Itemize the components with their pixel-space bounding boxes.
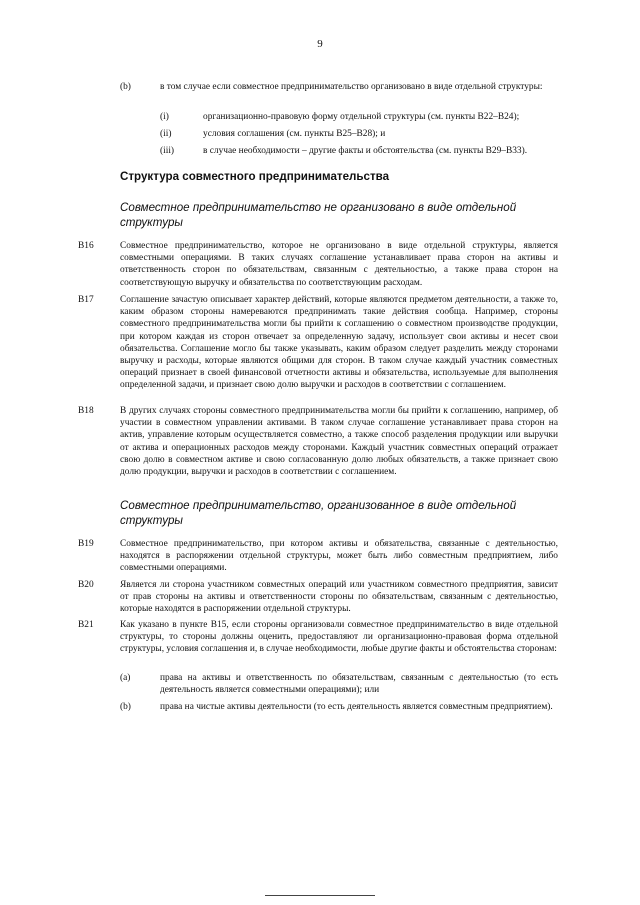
paragraph-text: Совместное предпринимательство, которое не организовано в виде отдельной структуры, является совместными операциями. В таких случаях соглашение устанавливает права сторон на активы и ответственность сторон по обязательствам, связанным с деятельностью, а также права сторон на соответствующую выручку и обязательства по соответствующим расходам. [120, 241, 558, 288]
sublist-label: (iii) [160, 146, 175, 156]
paragraph-number: B18 [78, 406, 94, 416]
paragraph-text: Совместное предпринимательство, при котором активы и обязательства, связанные с деятельностью, находятся в распоряжении отдельной структуры, может быть либо совместным предприятием, либо совместными операциями. [120, 539, 558, 574]
sublist-item-text: условия соглашения (см. пункты B25–B28); и [203, 129, 386, 139]
paragraph-number: B19 [78, 539, 94, 549]
paragraph-text: Соглашение зачастую описывает характер действий, которые являются предметом деятельности, а также то, каким образом стороны намереваются предпринимать такие действия сообща. Например, стороны совместного предпринимательства могли бы прийти к соглашению о совместном производстве продукции, при котором каждая из сторон отвечает за определенную задачу, использует свои активы и несет свои обязательства. Соглашение могло бы также указывать, каким образом следует разделить между сторонами выручку и расходы, которые являются общими для сторон. В таком случае каждый участник совместных операций признает в своей финансовой отчетности активы и обязательства, используемые для выполнения определенной задачи, и признает свою долю выручки и расходов в соответствии с соглашением. [120, 295, 558, 391]
paragraph-number: B21 [78, 620, 94, 630]
list-label: (b) [120, 702, 131, 712]
footer-rule [265, 895, 375, 896]
paragraph-number: B17 [78, 295, 94, 305]
subsection-heading: Совместное предпринимательство не организовано в виде отдельной структуры [120, 201, 517, 229]
sublist-label: (i) [160, 112, 169, 122]
section-heading: Структура совместного предпринимательства [120, 170, 390, 183]
paragraph-text: Является ли сторона участником совместных операций или участником совместного предприятия, зависит от прав стороны на активы и ответственности стороны по обязательствам, связанным с деятельностью, которые находятся в распоряжении отдельной структуры. [120, 580, 558, 615]
paragraph-number: B20 [78, 580, 94, 590]
page-number: 9 [317, 38, 323, 50]
list-label: (b) [120, 82, 131, 92]
sublist-item-text: в случае необходимости – другие факты и обстоятельства (см. пункты B29–B33). [203, 146, 528, 156]
list-label: (a) [120, 673, 131, 683]
sublist-label: (ii) [160, 129, 172, 139]
subsection-heading: Совместное предпринимательство, организованное в виде отдельной структуры [120, 499, 517, 527]
sublist-item-text: организационно-правовую форму отдельной структуры (см. пункты B22–B24); [203, 112, 520, 122]
paragraph-number: B16 [78, 241, 94, 251]
list-item-text: права на чистые активы деятельности (то есть деятельность является совместным предприятием). [160, 702, 553, 712]
list-item-text: в том случае если совместное предпринимательство организовано в виде отдельной структуры: [160, 82, 543, 92]
paragraph-text: Как указано в пункте B15, если стороны организовали совместное предпринимательство в виде отдельной структуры, то стороны должны оценить, предоставляют ли организационно-правовая форма отдельной структуры, условия соглашения и, в случае необходимости, любые другие факты и обстоятельства сторонам: [120, 620, 558, 655]
list-item-text: права на активы и ответственность по обязательствам, связанным с деятельностью (то есть деятельность является совместными операциями); или [160, 673, 558, 696]
paragraph-text: В других случаях стороны совместного предпринимательства могли бы прийти к соглашению, например, об участии в совместном управлении активами. В таком случае соглашение устанавливает права сторон на актив, управление которым осуществляется совместно, а также способ разделения продукции или выручки от актива и операционных расходов между сторонами. Каждый участник совместных операций отражает свою долю в совместном активе и свою согласованную долю любых обязательств, а также признает свою долю продукции, выручки и расходов в соответствии с соглашением. [120, 406, 558, 478]
